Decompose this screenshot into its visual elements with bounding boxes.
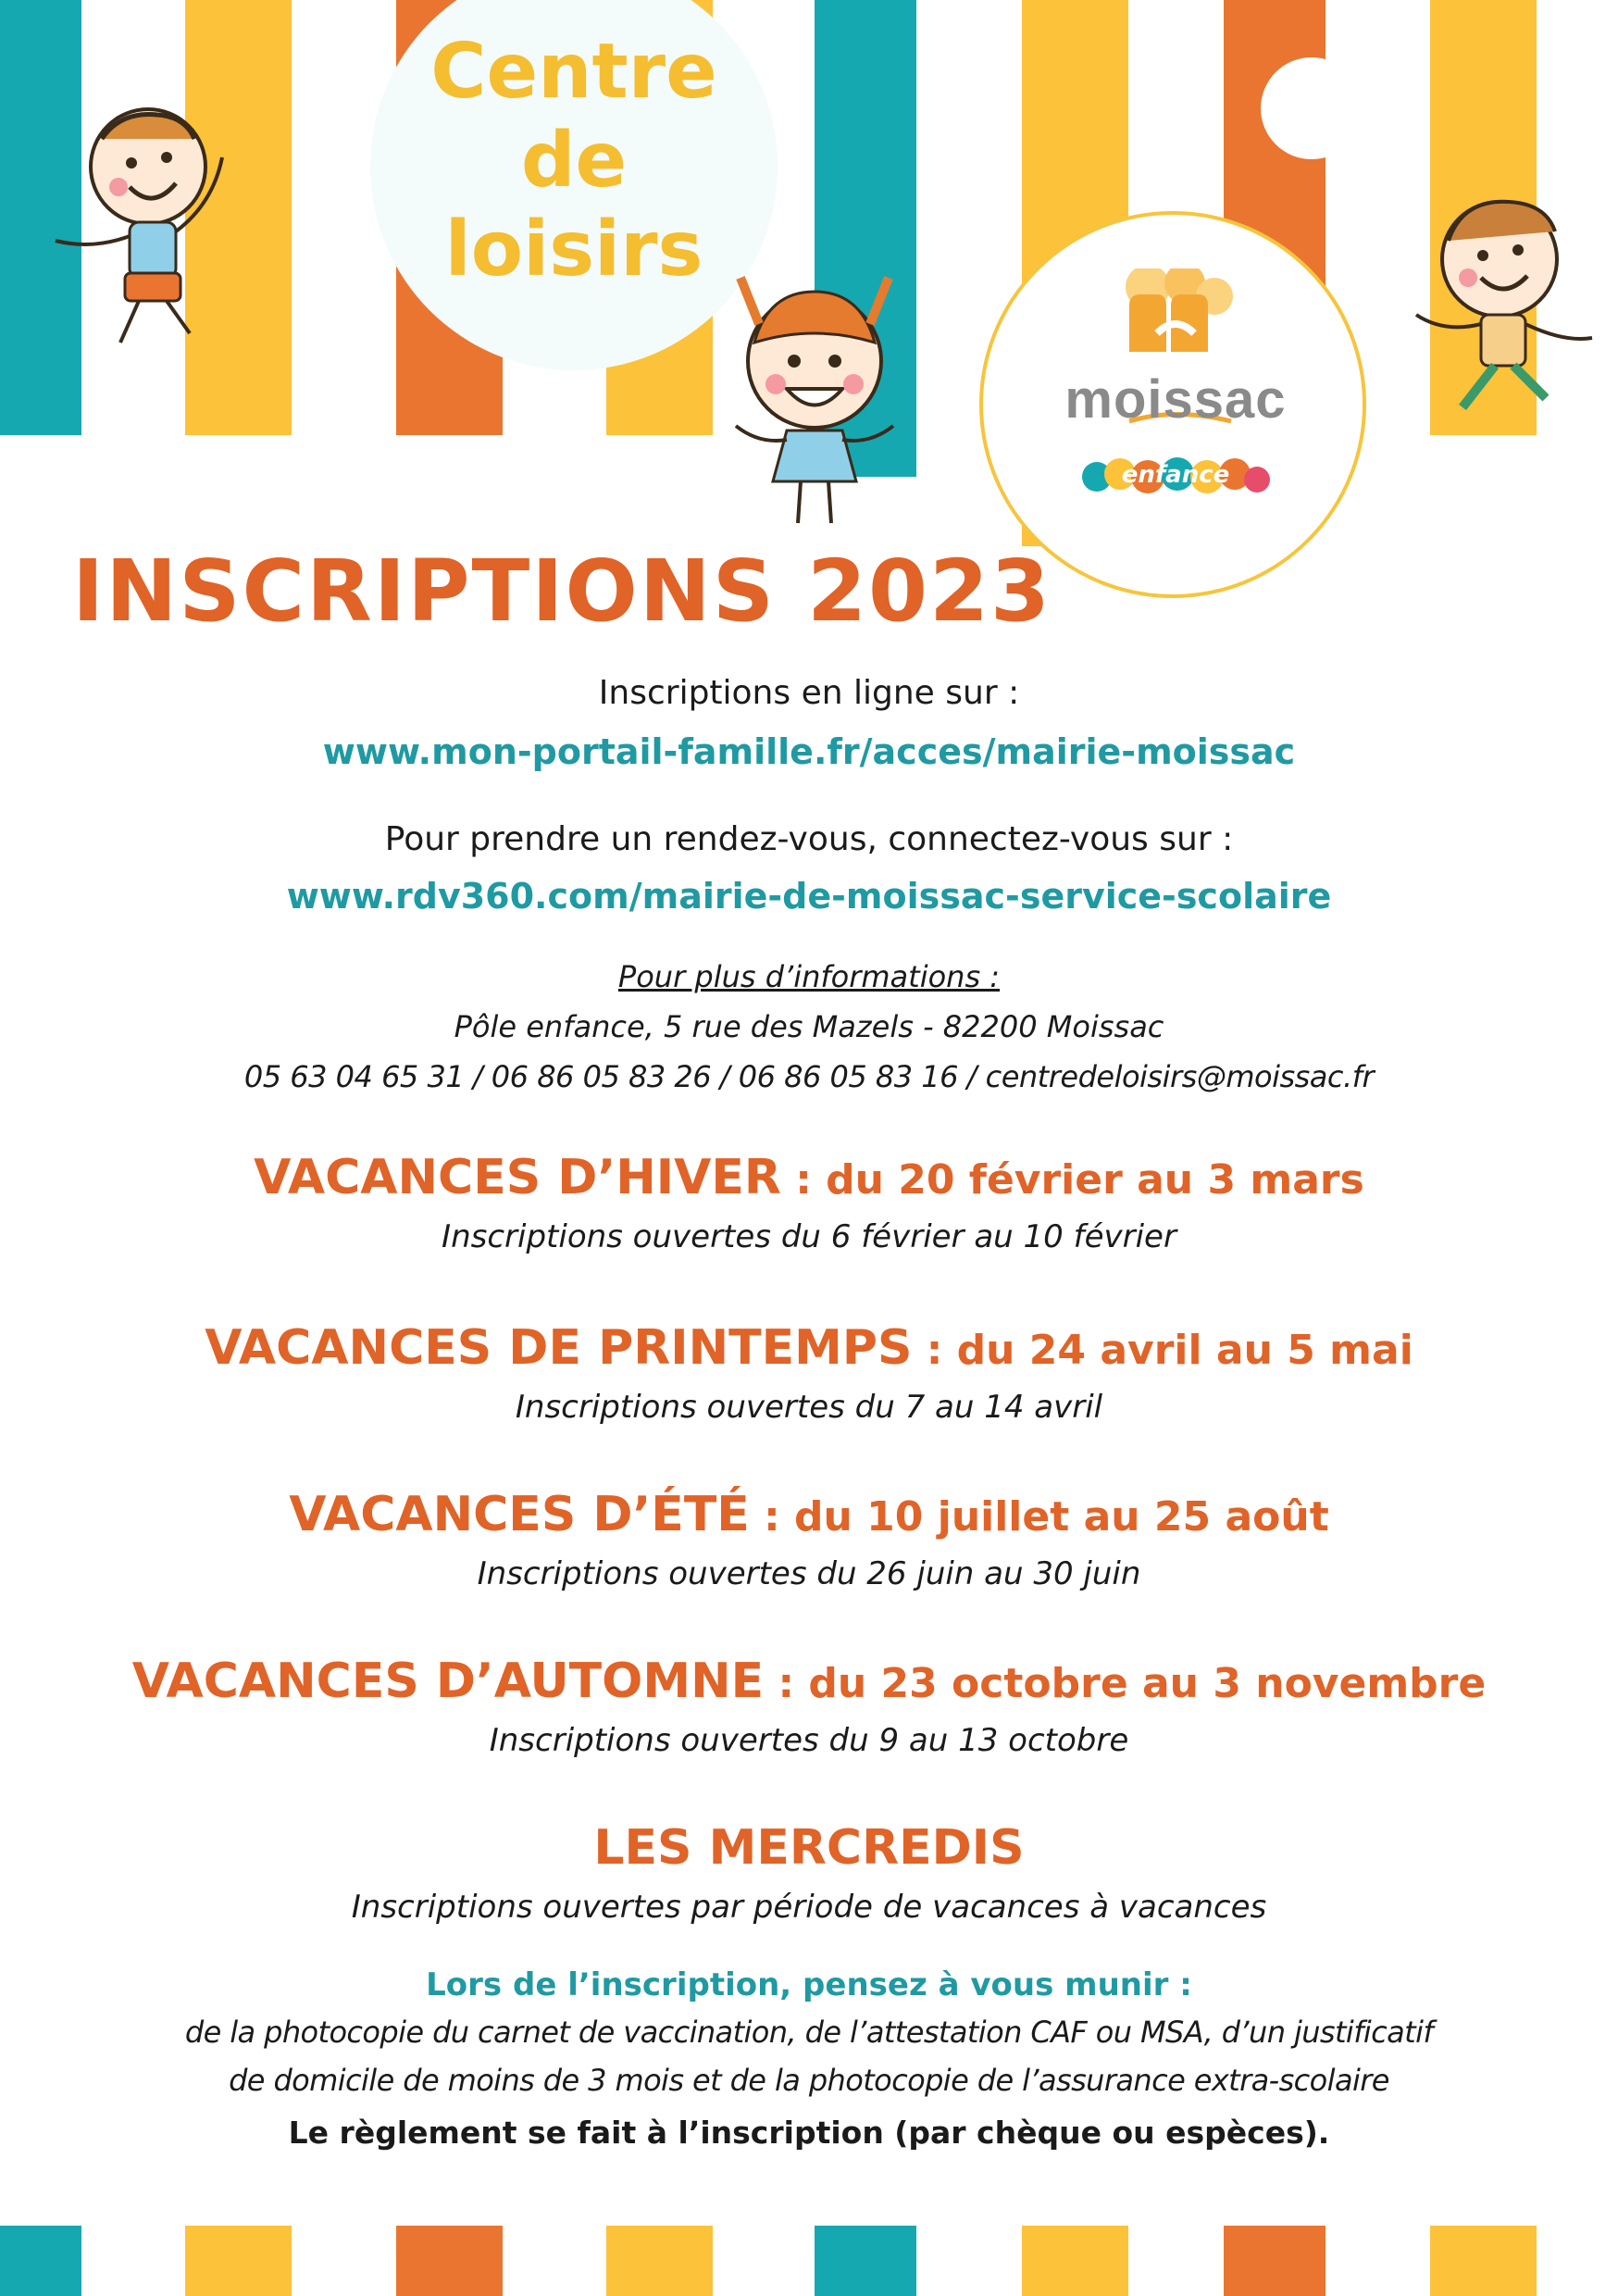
- session-note: Inscriptions ouvertes du 9 au 13 octobre: [489, 1722, 1129, 1759]
- session-wednesdays: [0, 1818, 1618, 1926]
- appointment-url-link[interactable]: www.rdv360.com/mairie-de-moissac-service-scolaire: [286, 876, 1332, 917]
- session-note: Inscriptions ouvertes du 6 février au 10 février: [442, 1218, 1176, 1255]
- online-label: Inscriptions en ligne sur :: [598, 674, 1020, 712]
- requirements-line: de la photocopie du carnet de vaccination, de l’attestation CAF ou MSA, d’un justificatif: [184, 2015, 1434, 2050]
- online-url-link[interactable]: www.mon-portail-famille.fr/acces/mairie-moissac: [322, 731, 1296, 772]
- session-note: Inscriptions ouvertes du 7 au 14 avril: [515, 1389, 1103, 1426]
- info-address: Pôle enfance, 5 rue des Mazels - 82200 Moissac: [454, 1009, 1164, 1044]
- stripe: [0, 2226, 81, 2296]
- session-note: Inscriptions ouvertes du 26 juin au 30 juin: [477, 1555, 1141, 1592]
- boy-right-illustration: [1407, 185, 1611, 417]
- stripe: [1430, 2226, 1537, 2296]
- info-heading: Pour plus d’informations :: [617, 959, 1001, 994]
- stripe: [1022, 2226, 1128, 2296]
- session-title: VACANCES D’AUTOMNE: [131, 1653, 765, 1709]
- session-winter: [0, 1148, 1618, 1255]
- session-title: LES MERCREDIS: [593, 1820, 1025, 1876]
- session-dates: : du 10 juillet au 25 août: [749, 1493, 1329, 1541]
- info-contacts: 05 63 04 65 31 / 06 86 05 83 26 / 06 86 05 83 16 / centredeloisirs@moissac.fr: [243, 1059, 1375, 1094]
- session-dates: : du 20 février au 3 mars: [780, 1156, 1364, 1204]
- logo-badge: enfance: [1121, 461, 1230, 489]
- session-spring: [0, 1318, 1618, 1426]
- stripe: [1224, 2226, 1326, 2296]
- session-dates: : du 24 avril au 5 mai: [912, 1327, 1413, 1374]
- session-title: VACANCES D’HIVER: [254, 1150, 781, 1205]
- session-title: VACANCES DE PRINTEMPS: [205, 1320, 913, 1376]
- stripe: [396, 2226, 503, 2296]
- payment-note: Le règlement se fait à l’inscription (par chèque ou espèces).: [288, 2115, 1330, 2151]
- logo-name: moissac: [1064, 369, 1287, 430]
- session-summer: [0, 1485, 1618, 1592]
- session-dates: : du 23 octobre au 3 novembre: [764, 1660, 1487, 1707]
- banner-title-line: Centre: [430, 28, 717, 116]
- stripe: [606, 2226, 713, 2296]
- banner-title-line: de: [520, 117, 628, 205]
- requirements-heading: Lors de l’inscription, pensez à vous munir :: [426, 1966, 1192, 2003]
- appointment-label: Pour prendre un rendez-vous, connectez-vous sur :: [384, 820, 1234, 858]
- decorative-dot: [1261, 57, 1363, 159]
- page-title: INSCRIPTIONS 2023: [72, 542, 1052, 641]
- banner-title-line: loisirs: [444, 206, 703, 293]
- session-note: Inscriptions ouvertes par période de vacances à vacances: [351, 1889, 1267, 1926]
- session-title: VACANCES D’ÉTÉ: [289, 1487, 750, 1542]
- requirements-line: de domicile de moins de 3 mois et de la photocopie de l’assurance extra-scolaire: [229, 2063, 1389, 2098]
- boy-left-illustration: [37, 102, 241, 352]
- stripe: [815, 2226, 916, 2296]
- session-autumn: [0, 1652, 1618, 1759]
- girl-center-illustration: [713, 259, 916, 537]
- stripe: [185, 2226, 292, 2296]
- banner-title: [370, 28, 778, 294]
